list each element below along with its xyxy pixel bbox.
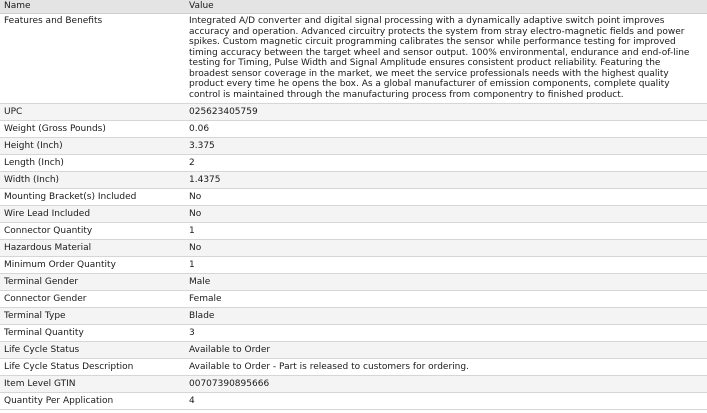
table-row: [0, 308, 707, 325]
table-row: [0, 393, 707, 410]
column-header-name[interactable]: Name: [0, 0, 185, 14]
row-name-cell: Hazardous Material: [0, 240, 185, 257]
row-value-cell: 0.06: [185, 121, 707, 138]
table-row: [0, 14, 707, 104]
row-value-cell: 1.4375: [185, 172, 707, 189]
row-name-cell: Length (Inch): [0, 155, 185, 172]
row-value-cell: Available to Order: [185, 342, 707, 359]
row-value-cell: 1: [185, 223, 707, 240]
row-value-cell: 3: [185, 325, 707, 342]
table-row: [0, 189, 707, 206]
row-name-cell: Wire Lead Included: [0, 206, 185, 223]
row-name-cell: Height (Inch): [0, 138, 185, 155]
row-name-cell: Width (Inch): [0, 172, 185, 189]
row-name-cell: Quantity Per Application: [0, 393, 185, 410]
row-name-cell: Features and Benefits: [0, 14, 185, 104]
table-row: [0, 274, 707, 291]
row-value-cell: 3.375: [185, 138, 707, 155]
table-row: [0, 223, 707, 240]
row-value-cell: Male: [185, 274, 707, 291]
table-row: [0, 376, 707, 393]
table-row: [0, 342, 707, 359]
row-value-cell: 025623405759: [185, 104, 707, 121]
row-name-cell: Weight (Gross Pounds): [0, 121, 185, 138]
row-name-cell: Life Cycle Status: [0, 342, 185, 359]
row-value-cell: Integrated A/D converter and digital signal processing with a dynamically adaptive switch point improves accuracy and operation. Advanced circuitry protects the system from stray electro-magnetic fields and power spikes. Custom magnetic circuit programming calibrates the sensor while performance testing for improved timing accuracy between the target wheel and sensor output. 100% environmental, endurance and end-of-line testing for Timing, Pulse Width and Signal Amplitude ensures consistent product reliability. Featuring the broadest sensor coverage in the market, we meet the service professionals needs with the highest quality product every time he opens the box. As a global manufacturer of emission components, complete quality control is maintained through the manufacturing process from componentry to finished product.: [185, 14, 707, 104]
row-name-cell: Life Cycle Status Description: [0, 359, 185, 376]
row-name-cell: Terminal Type: [0, 308, 185, 325]
table-row: [0, 325, 707, 342]
row-value-cell: 4: [185, 393, 707, 410]
row-name-cell: Terminal Gender: [0, 274, 185, 291]
row-value-cell: No: [185, 206, 707, 223]
table-row: [0, 257, 707, 274]
table-row: [0, 359, 707, 376]
row-value-cell: 2: [185, 155, 707, 172]
row-name-cell: Connector Gender: [0, 291, 185, 308]
row-value-cell: No: [185, 240, 707, 257]
row-value-cell: Available to Order - Part is released to customers for ordering.: [185, 359, 707, 376]
column-header-value[interactable]: Value: [185, 0, 707, 14]
row-value-cell: Female: [185, 291, 707, 308]
row-value-cell: 00707390895666: [185, 376, 707, 393]
row-value-cell: Blade: [185, 308, 707, 325]
row-name-cell: Terminal Quantity: [0, 325, 185, 342]
table-body: [0, 14, 707, 410]
table-row: [0, 155, 707, 172]
table-row: [0, 172, 707, 189]
row-name-cell: UPC: [0, 104, 185, 121]
table-row: [0, 138, 707, 155]
row-name-cell: Item Level GTIN: [0, 376, 185, 393]
row-name-cell: Connector Quantity: [0, 223, 185, 240]
table-row: [0, 291, 707, 308]
table-row: [0, 206, 707, 223]
row-name-cell: Mounting Bracket(s) Included: [0, 189, 185, 206]
table-row: [0, 104, 707, 121]
table-row: [0, 121, 707, 138]
table-header-row: [0, 0, 707, 14]
row-value-cell: 1: [185, 257, 707, 274]
row-name-cell: Minimum Order Quantity: [0, 257, 185, 274]
row-value-cell: No: [185, 189, 707, 206]
table-row: [0, 240, 707, 257]
